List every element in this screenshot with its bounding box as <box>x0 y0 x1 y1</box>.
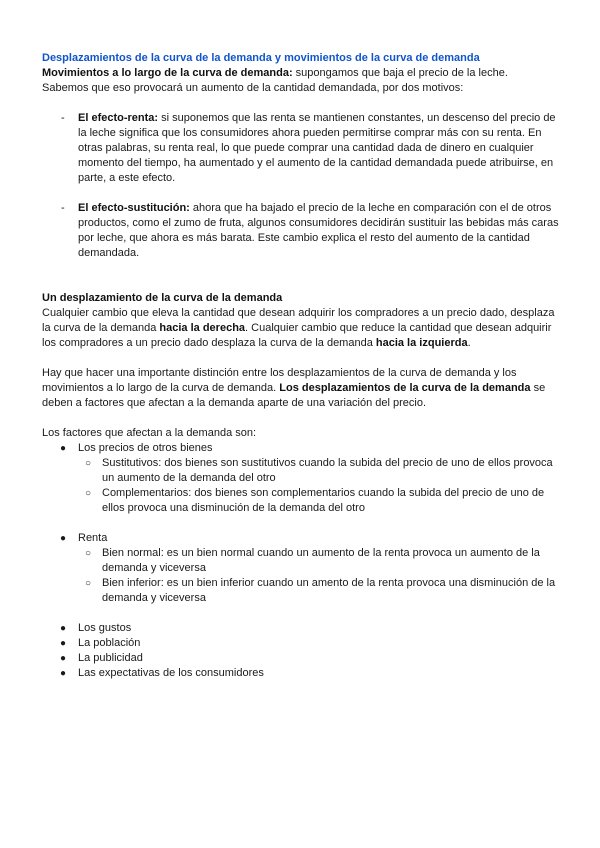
effects-list <box>42 111 562 261</box>
effect-sustitucion-item <box>42 201 562 261</box>
intro-paragraph <box>42 66 562 81</box>
factor-precios-sublist <box>42 456 562 516</box>
sub-complementarios: Complementarios: dos bienes son complementarios cuando la subida del precio de uno de ellos provoca una disminución de la demanda del otro <box>102 487 545 514</box>
list-item <box>42 576 562 606</box>
shift-p1-a: Cualquier cambio que eleva la cantidad que desean adquirir los compradores a un precio dado, desplaza la curva de la demanda <box>42 307 555 334</box>
shift-p2-c: se deben a factores que afectan a la demanda aparte de una variación del precio. <box>42 382 546 409</box>
shift-p2-bold: Los desplazamientos de la curva de la demanda <box>279 382 531 394</box>
bullet-icon: ● <box>60 443 67 454</box>
sub-bien-inferior: Bien inferior: es un bien inferior cuando un amento de la renta provoca una disminución de la demanda y viceversa <box>102 577 556 604</box>
list-item <box>42 651 562 666</box>
bullet-icon: ● <box>60 653 67 664</box>
bullet-icon: ● <box>60 623 67 634</box>
intro-text-1: supongamos que baja el precio de la leche. <box>292 67 508 79</box>
list-item <box>42 441 562 456</box>
effect-renta-term: El efecto-renta: <box>78 112 159 124</box>
factor-renta-label: Renta <box>78 532 108 544</box>
list-item <box>42 531 562 546</box>
effect-sustitucion-term: El efecto-sustitución: <box>78 202 190 214</box>
hollow-bullet-icon: ○ <box>85 488 92 499</box>
bullet-icon: ● <box>60 668 67 679</box>
bullet-icon: ● <box>60 638 67 649</box>
shift-paragraph-1 <box>42 306 562 351</box>
effect-renta-item <box>42 111 562 186</box>
shift-p1-right: hacia la derecha <box>159 322 246 334</box>
list-item <box>42 546 562 576</box>
factors-list-others <box>42 621 562 681</box>
factor-gustos: Los gustos <box>78 622 132 634</box>
list-item <box>42 486 562 516</box>
bullet-icon: ● <box>60 533 67 544</box>
shift-p1-left: hacia la izquierda <box>375 337 468 349</box>
hollow-bullet-icon: ○ <box>85 458 92 469</box>
factors-list-renta <box>42 531 562 546</box>
list-item <box>42 666 562 681</box>
shift-heading <box>42 291 562 306</box>
factor-precios-label: Los precios de otros bienes <box>78 442 213 454</box>
shift-heading-text: Un desplazamiento de la curva de la demanda <box>42 292 283 304</box>
intro-text-2: Sabemos que eso provocará un aumento de la cantidad demandada, por dos motivos: <box>42 82 464 94</box>
sub-bien-normal: Bien normal: es un bien normal cuando un aumento de la renta provoca un aumento de la demanda y viceversa <box>102 547 540 574</box>
document-body <box>42 51 562 681</box>
effect-renta-text: si suponemos que las renta se mantienen constantes, un descenso del precio de la leche significa que los consumidores ahora pueden permitirse comprar más con su renta. En otras palabras, su renta real, lo que puede comprar una cantidad dada de dinero en cualquier momento del tiempo, ha aumentado y el aumento de la cantidad demandada puede atribuirse, en parte, a este efecto. <box>78 112 556 184</box>
dash-marker: - <box>61 202 65 214</box>
shift-p1-e: . <box>467 337 471 349</box>
hollow-bullet-icon: ○ <box>85 548 92 559</box>
document-title: Desplazamientos de la curva de la demanda y movimientos de la curva de demanda <box>42 52 480 64</box>
effect-sustitucion-text: ahora que ha bajado el precio de la leche en comparación con el de otros productos, como el zumo de fruta, algunos consumidores decidirán sustituir las bebidas más caras por leche, que ahora es más barata. Este cambio explica el resto del aumento de la cantidad demandada. <box>78 202 559 259</box>
list-item <box>42 456 562 486</box>
shift-p1-c: . Cualquier cambio que reduce la cantidad que desean adquirir los compradores a un precio dado desplaza la curva de la demanda <box>42 322 552 349</box>
factor-poblacion: La población <box>78 637 141 649</box>
factor-expectativas: Las expectativas de los consumidores <box>78 667 264 679</box>
shift-p2-a: Hay que hacer una importante distinción entre los desplazamientos de la curva de demanda y los movimientos a lo largo de la curva de demanda. <box>42 367 517 394</box>
factors-intro: Los factores que afectan a la demanda son: <box>42 427 257 439</box>
intro-heading: Movimientos a lo largo de la curva de demanda: <box>42 67 293 79</box>
factors-list <box>42 441 562 456</box>
sub-sustitutivos: Sustitutivos: dos bienes son sustitutivos cuando la subida del precio de uno de ellos provoca un aumento de la demanda del otro <box>102 457 553 484</box>
list-item <box>42 636 562 651</box>
shift-paragraph-2 <box>42 366 562 411</box>
hollow-bullet-icon: ○ <box>85 578 92 589</box>
dash-marker: - <box>61 112 65 124</box>
factor-renta-sublist <box>42 546 562 606</box>
list-item <box>42 621 562 636</box>
factor-publicidad: La publicidad <box>78 652 143 664</box>
